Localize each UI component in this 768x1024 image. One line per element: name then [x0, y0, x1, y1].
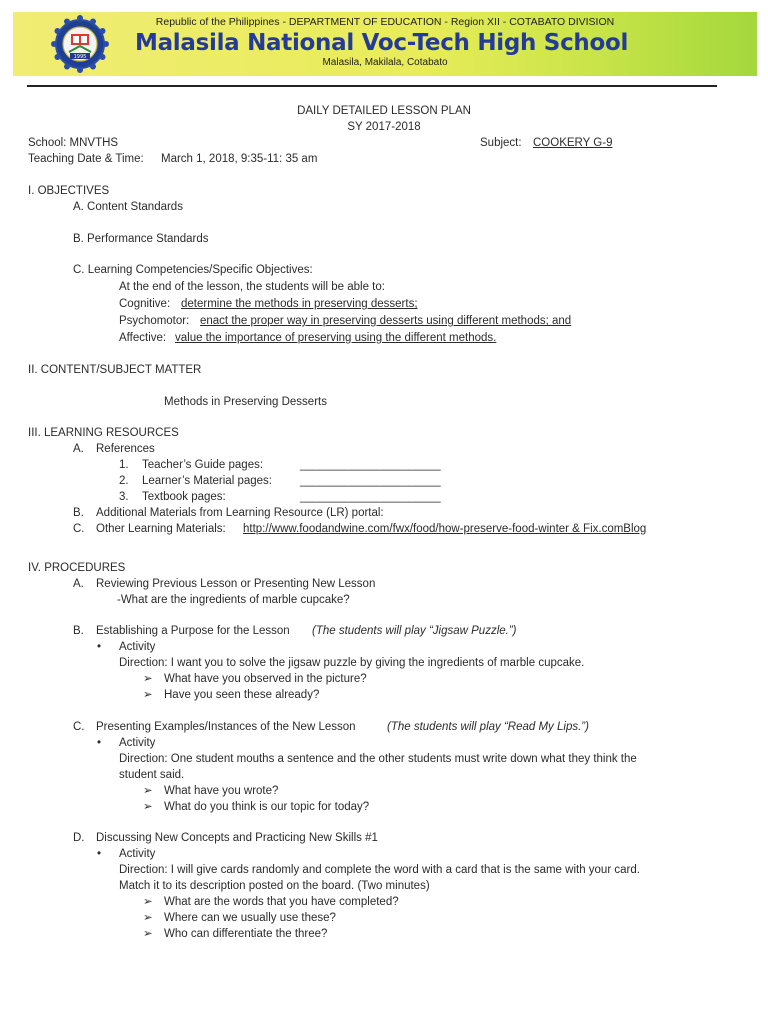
arrow-bullet-icon: ➢	[143, 912, 153, 924]
procedure-c-activity: Activity	[119, 737, 156, 749]
school-header-banner	[13, 12, 757, 76]
affective-value: value the importance of preserving using the different methods.	[175, 332, 497, 344]
procedure-b-marker: B.	[73, 625, 84, 637]
ref-blank: ______________________	[300, 459, 441, 471]
procedure-c-direction: Direction: One student mouths a sentence and the other students must write down what they think the	[119, 753, 637, 765]
resources-c-marker: C.	[73, 523, 85, 535]
procedure-c-title: Presenting Examples/Instances of the New Lesson	[96, 721, 356, 733]
ref-number: 2.	[119, 475, 129, 487]
additional-materials: Additional Materials from Learning Resource (LR) portal:	[96, 507, 384, 519]
procedure-b-direction: Direction: I want you to solve the jigsaw puzzle by giving the ingredients of marble cupcake.	[119, 657, 585, 669]
cognitive-value: determine the methods in preserving desserts;	[181, 298, 418, 310]
procedures-heading: IV. PROCEDURES	[28, 562, 126, 574]
procedure-c-note: (The students will play “Read My Lips.”)	[387, 721, 589, 733]
svg-text:1995: 1995	[73, 54, 87, 60]
procedure-b-question: Have you seen these already?	[164, 689, 320, 701]
procedure-b-activity: Activity	[119, 641, 156, 653]
subject-value: COOKERY G-9	[533, 137, 613, 149]
arrow-bullet-icon: ➢	[143, 673, 153, 685]
arrow-bullet-icon: ➢	[143, 896, 153, 908]
content-topic: Methods in Preserving Desserts	[164, 396, 327, 408]
ref-label: Learner’s Material pages:	[142, 475, 272, 487]
ref-label: Teacher’s Guide pages:	[142, 459, 264, 471]
arrow-bullet-icon: ➢	[143, 801, 153, 813]
ref-blank: ______________________	[300, 491, 441, 503]
objectives-intro: At the end of the lesson, the students will be able to:	[119, 281, 385, 293]
references-label: References	[96, 443, 155, 455]
other-materials-link[interactable]: http://www.foodandwine.com/fwx/food/how-preserve-food-winter & Fix.comBlog	[243, 523, 647, 535]
republic-line: Republic of the Philippines - DEPARTMENT OF EDUCATION - Region XII - COTABATO DIVISION	[155, 16, 615, 28]
procedure-c-marker: C.	[73, 721, 85, 733]
procedure-d-question: Who can differentiate the three?	[164, 928, 328, 940]
other-materials-label: Other Learning Materials:	[96, 523, 226, 535]
school-year: SY 2017-2018	[347, 121, 421, 133]
procedure-b-title: Establishing a Purpose for the Lesson	[96, 625, 290, 637]
procedure-b-note: (The students will play “Jigsaw Puzzle.”)	[312, 625, 517, 637]
school-name: Malasila National Voc-Tech High School	[135, 30, 629, 56]
procedure-c-question: What have you wrote?	[164, 785, 279, 797]
document-title: DAILY DETAILED LESSON PLAN	[297, 105, 471, 117]
procedure-d-question: What are the words that you have completed?	[164, 896, 399, 908]
procedure-d-marker: D.	[73, 832, 85, 844]
procedure-d-title: Discussing New Concepts and Practicing New Skills #1	[96, 832, 378, 844]
procedure-d-activity: Activity	[119, 848, 156, 860]
performance-standards: B. Performance Standards	[73, 233, 209, 245]
school-address: Malasila, Makilala, Cotabato	[322, 57, 448, 68]
bullet-icon: •	[97, 737, 102, 749]
procedure-c-question: What do you think is our topic for today?	[164, 801, 370, 813]
psychomotor-value: enact the proper way in preserving desserts using different methods; and	[200, 315, 572, 327]
subject-label: Subject:	[480, 137, 522, 149]
ref-label: Textbook pages:	[142, 491, 226, 503]
resources-a-marker: A.	[73, 443, 84, 455]
content-standards: A. Content Standards	[73, 201, 183, 213]
procedure-a-title: Reviewing Previous Lesson or Presenting New Lesson	[96, 578, 376, 590]
header-divider	[27, 85, 717, 87]
procedure-d-question: Where can we usually use these?	[164, 912, 336, 924]
procedure-a-question: -What are the ingredients of marble cupcake?	[117, 594, 350, 606]
procedure-d-direction: Direction: I will give cards randomly and complete the word with a card that is the same with your card.	[119, 864, 640, 876]
affective-label: Affective:	[119, 332, 167, 344]
bullet-icon: •	[97, 848, 102, 860]
resources-b-marker: B.	[73, 507, 84, 519]
procedure-d-direction-cont: Match it to its description posted on the board. (Two minutes)	[119, 880, 430, 892]
ref-number: 1.	[119, 459, 129, 471]
teaching-label: Teaching Date & Time:	[28, 153, 144, 165]
bullet-icon: •	[97, 641, 102, 653]
psychomotor-label: Psychomotor:	[119, 315, 190, 327]
ref-number: 3.	[119, 491, 129, 503]
procedure-c-direction-cont: student said.	[119, 769, 185, 781]
learning-competencies: C. Learning Competencies/Specific Objectives:	[73, 264, 313, 276]
ref-blank: ______________________	[300, 475, 441, 487]
school-label: School: MNVTHS	[28, 137, 119, 149]
teaching-value: March 1, 2018, 9:35-11: 35 am	[161, 153, 318, 165]
arrow-bullet-icon: ➢	[143, 689, 153, 701]
arrow-bullet-icon: ➢	[143, 785, 153, 797]
content-heading: II. CONTENT/SUBJECT MATTER	[28, 364, 202, 376]
procedure-a-marker: A.	[73, 578, 84, 590]
cognitive-label: Cognitive:	[119, 298, 171, 310]
objectives-heading: I. OBJECTIVES	[28, 185, 110, 197]
procedure-b-question: What have you observed in the picture?	[164, 673, 367, 685]
arrow-bullet-icon: ➢	[143, 928, 153, 940]
resources-heading: III. LEARNING RESOURCES	[28, 427, 179, 439]
